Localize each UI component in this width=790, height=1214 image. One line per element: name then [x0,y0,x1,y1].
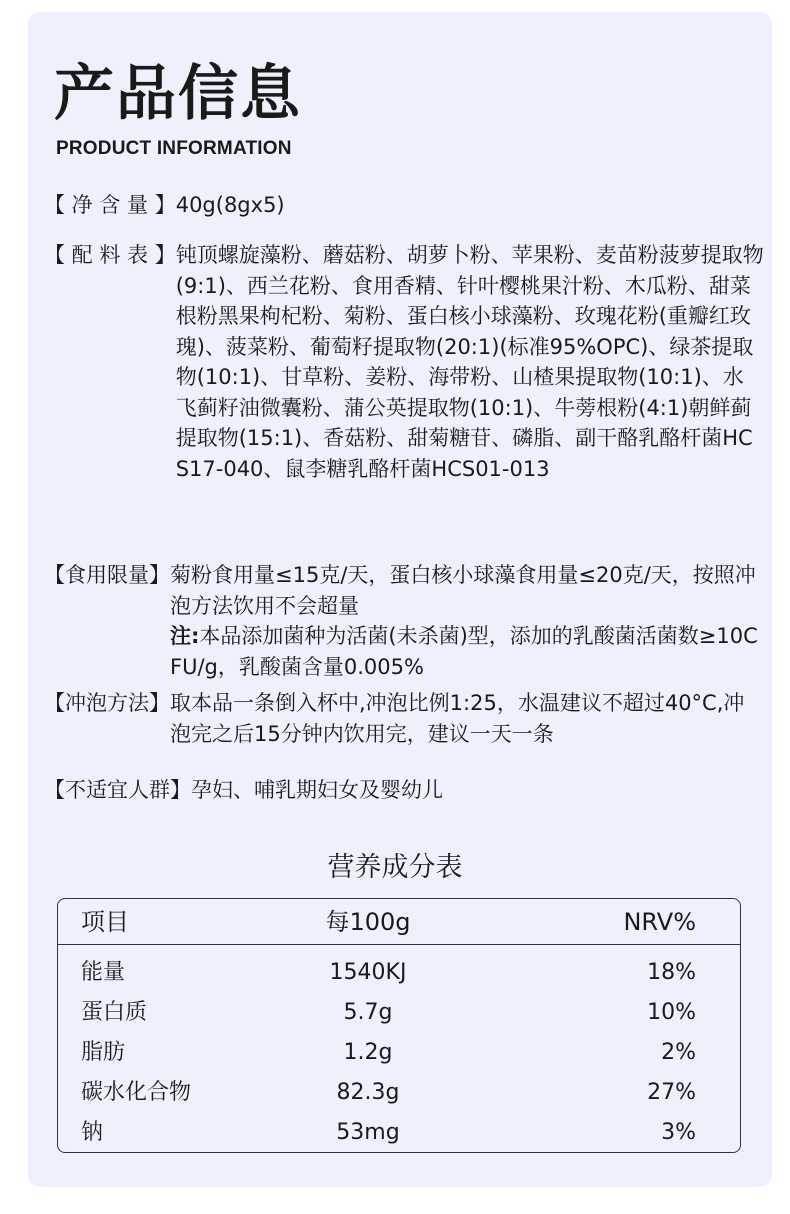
table-row [58,1073,740,1113]
nutrient-amount: 1540KJ [329,960,407,985]
header-nrv: NRV% [623,908,696,936]
nutrition-table-header [58,899,740,945]
nutrient-amount: 53mg [336,1120,400,1145]
intake-limit-content [170,560,764,682]
page-title: 产品信息 [54,59,302,129]
ingredients-value: 钝顶螺旋藻粉、蘑菇粉、胡萝卜粉、苹果粉、麦苗粉菠萝提取物(9:1)、西兰花粉、食用香精、针叶樱桃果汁粉、木瓜粉、甜菜根粉黑果枸杞粉、菊粉、蛋白核小球藻粉、玫瑰花粉(重瓣红玫瑰)、菠菜粉、葡萄籽提取物(20:1)(标准95%OPC)、绿茶提取物(10:1)、甘草粉、姜粉、海带粉、山楂果提取物(10:1)、水飞蓟籽油微囊粉、蒲公英提取物(10:1)、牛蒡根粉(4:1)朝鲜蓟提取物(15:1)、香菇粉、甜菊糖苷、磷脂、副干酪乳酪杆菌HCS17-040、鼠李糖乳酪杆菌HCS01-013 [175,243,764,481]
nutrient-name: 钠 [81,1120,104,1145]
note-text: 本品添加菌种为活菌(未杀菌)型，添加的乳酸菌活菌数≥10CFU/g，乳酸菌含量0.005% [170,624,758,679]
intake-limit-label: 【食用限量】 [44,563,170,587]
nutrient-nrv: 2% [661,1040,696,1065]
unsuitable-value: 孕妇、哺乳期妇女及婴幼儿 [191,778,443,802]
nutrient-name: 碳水化合物 [81,1080,192,1105]
table-row [58,993,740,1033]
nutrient-name: 脂肪 [81,1040,126,1065]
nutrient-nrv: 27% [647,1080,696,1105]
nutrient-amount: 1.2g [343,1040,393,1065]
header-per100g: 每100g [325,908,411,936]
nutrient-name: 能量 [81,960,126,985]
net-content-label: 【 净 含 量 】 [44,193,176,217]
nutrition-table [57,898,741,1153]
brewing-method-label: 【冲泡方法】 [44,691,170,715]
header-item: 项目 [81,908,129,936]
brewing-method-value: 取本品一条倒入杯中,冲泡比例1:25，水温建议不超过40°C,冲泡完之后15分钟内饮用完，建议一天一条 [170,691,745,746]
page-subtitle: PRODUCT INFORMATION [56,138,292,159]
net-content-row [44,190,764,221]
table-row [58,1113,740,1153]
nutrient-name: 蛋白质 [81,1000,148,1025]
nutrient-nrv: 3% [661,1120,696,1145]
net-content-value: 40g(8gx5) [175,193,285,217]
brewing-method-row [44,688,764,749]
intake-limit-note [170,621,764,682]
table-row [58,1033,740,1073]
nutrient-nrv: 18% [647,960,696,985]
nutrition-table-title: 营养成分表 [327,852,463,883]
note-prefix: 注: [170,624,200,648]
ingredients-label: 【 配 料 表 】 [44,243,176,267]
nutrient-amount: 5.7g [343,1000,393,1025]
intake-limit-row [44,560,764,682]
unsuitable-label: 【不适宜人群】 [44,778,191,802]
nutrient-amount: 82.3g [336,1080,400,1105]
intake-limit-value: 菊粉食用量≤15克/天，蛋白核小球藻食用量≤20克/天，按照冲泡方法饮用不会超量 [170,563,756,618]
unsuitable-row [44,775,764,806]
ingredients-row [44,240,764,484]
table-row [58,953,740,993]
nutrient-nrv: 10% [647,1000,696,1025]
